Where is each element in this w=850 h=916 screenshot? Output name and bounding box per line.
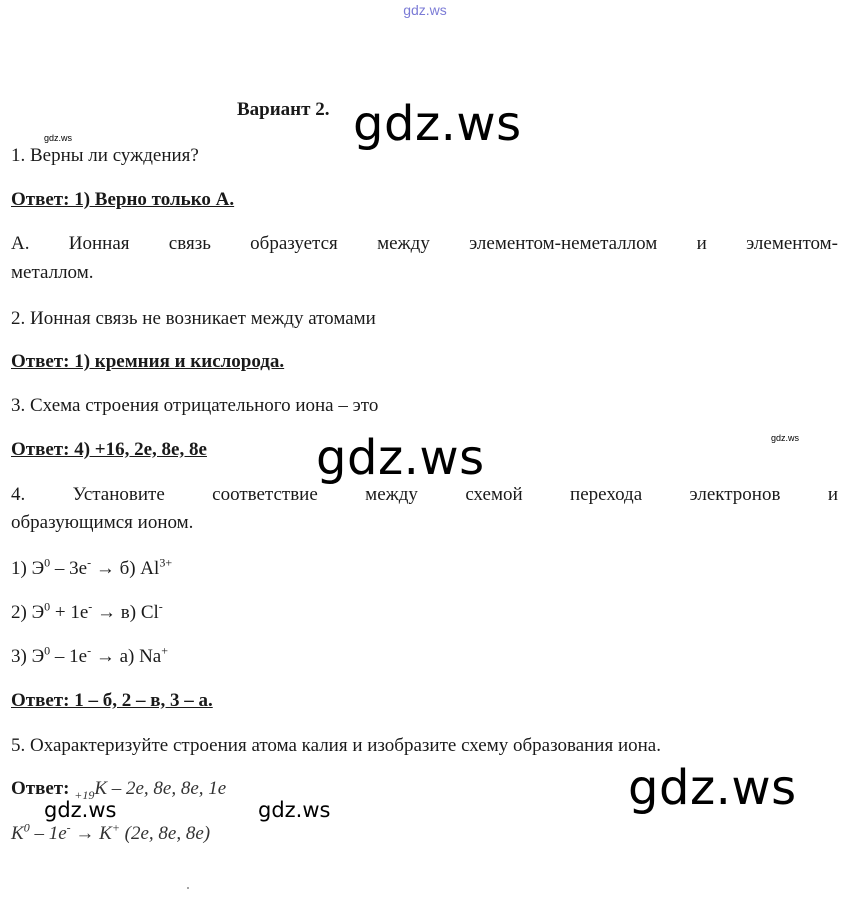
match-item-1: 1) $Э^0 - 3е^- \to б$) $Al^{3+}$ bbox=[11, 555, 173, 579]
watermark-tiny-1: gdz.ws bbox=[44, 133, 73, 143]
answer-1: Ответ: 1) Верно только А. bbox=[11, 189, 235, 210]
answer-4: Ответ: 1 – б, 2 – в, 3 – а. bbox=[11, 690, 213, 711]
question-3: 3. Схема строения отрицательного иона – это bbox=[11, 395, 379, 416]
watermark-tiny-2: gdz.ws bbox=[771, 433, 800, 443]
question-2: 2. Ионная связь не возникает между атомами bbox=[11, 308, 376, 329]
question-4-line2: образующимся ионом. bbox=[11, 512, 194, 533]
answer-5-line1 bbox=[11, 778, 226, 800]
match-item-3: 3) $Э^0 - 1е^- \to а$) Na+ bbox=[11, 643, 169, 667]
stray-dot bbox=[187, 887, 189, 889]
page-title: Вариант 2. bbox=[237, 99, 330, 120]
potassium-config: $_{+19}$K – 2e, 8e, 8e, 1e bbox=[74, 778, 227, 802]
match-item-2: 2) $Э^0 + 1е^- \to в$) Cl- bbox=[11, 599, 163, 623]
watermark-small-1: gdz.ws bbox=[44, 798, 117, 822]
question-4-line1: 4. Установите соответствие между схемой перехода электронов и bbox=[11, 484, 838, 505]
answer-2: Ответ: 1) кремния и кислорода. bbox=[11, 351, 285, 372]
question-1: 1. Верны ли суждения? bbox=[11, 145, 199, 166]
statement-a-line2: металлом. bbox=[11, 262, 94, 283]
watermark-big-1: gdz.ws bbox=[353, 96, 522, 152]
statement-a-line1: А. Ионная связь образуется между элементом-неметаллом и элементом- bbox=[11, 233, 838, 254]
watermark-big-2: gdz.ws bbox=[316, 430, 485, 486]
ion-formation-formula: $K^0 - 1e^- \to K^+$ (2e, 8e, 8e) bbox=[11, 820, 211, 844]
question-5: 5. Охарактеризуйте строения атома калия и изобразите схему образования иона. bbox=[11, 735, 661, 756]
watermark-small-2: gdz.ws bbox=[258, 798, 331, 822]
watermark-top: gdz.ws bbox=[403, 2, 447, 18]
watermark-big-3: gdz.ws bbox=[628, 760, 797, 816]
answer-5-label: Ответ: bbox=[11, 778, 70, 799]
answer-3: Ответ: 4) +16, 2е, 8е, 8е bbox=[11, 439, 207, 460]
